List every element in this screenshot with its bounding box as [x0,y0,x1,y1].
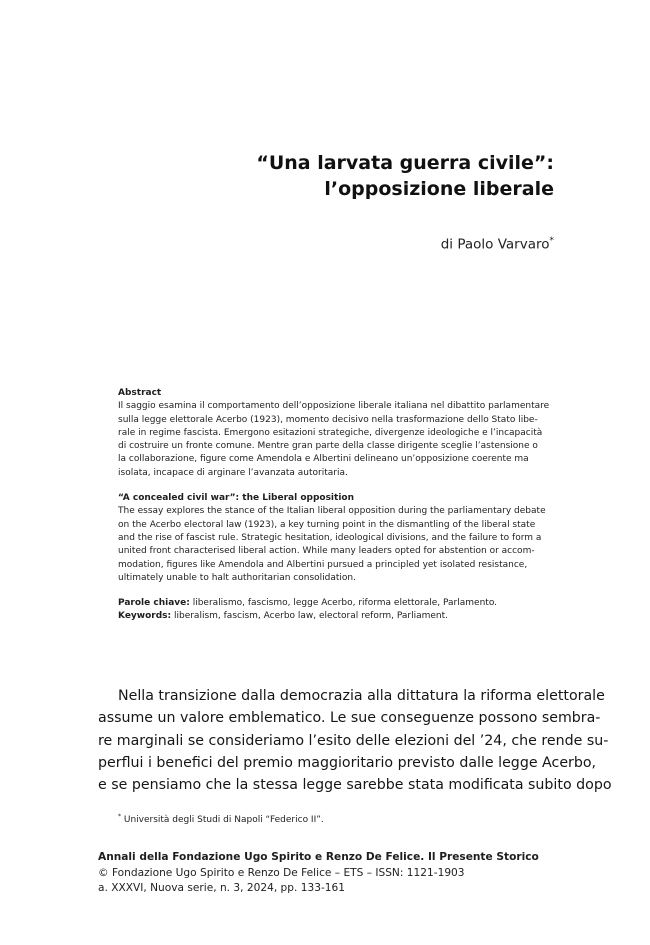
footnote [118,813,324,825]
journal-copyright: © Fondazione Ugo Spirito e Renzo De Felice – ETS – ISSN: 1121-1903 [98,866,465,879]
english-abstract-line: united front characterised liberal action. While many leaders opted for abstention or accom- [118,546,535,557]
title-line-2: l’opposizione liberale [324,178,554,200]
english-abstract-heading: “A concealed civil war”: the Liberal opposition [118,493,354,504]
author-byline [441,236,554,253]
italian-keywords [118,597,554,610]
english-abstract-line: on the Acerbo electoral law (1923), a key turning point in the dismantling of the liberal state [118,519,536,530]
footnote-mark: * [118,813,121,820]
abstract-heading: Abstract [118,388,162,398]
article-title [134,150,554,202]
author-name: di Paolo Varvaro [440,236,550,253]
english-keywords [118,610,554,623]
english-abstract-line: and the rise of fascist rule. Strategic hesitation, ideological divisions, and the failure to form a [118,532,542,543]
abstract-line: sulla legge elettorale Acerbo (1923), momento decisivo nella trasformazione dello Stato libe- [118,414,538,425]
abstract-line: la collaborazione, figure come Amendola e Albertini delineano un’opposizione coerente ma [118,454,529,465]
abstract-line: Il saggio esamina il comportamento dell’opposizione liberale italiana nel dibattito parlamentare [118,401,550,412]
english-abstract-line: ultimately unable to halt authoritarian consolidation. [118,572,356,583]
english-abstract-line: modation, figures like Amendola and Albertini pursued a principled yet isolated resistance, [118,559,528,570]
english-abstract-line: The essay explores the stance of the Italian liberal opposition during the parliamentary debate [118,506,546,517]
abstract-line: di costruire un fronte comune. Mentre gran parte della classe dirigente sceglie l’astensione o [118,441,538,452]
body-line: re marginali se consideriamo l’esito delle elezioni del ’24, che rende su- [98,732,609,749]
body-line: e se pensiamo che la stessa legge sarebbe stata modificata subito dopo [98,777,612,794]
english-keywords-label: Keywords: [118,611,172,622]
body-paragraph [98,685,612,796]
journal-issue: a. XXXVI, Nuova serie, n. 3, 2024, pp. 133-161 [98,882,346,894]
english-keywords-values: liberalism, fascism, Acerbo law, electoral reform, Parliament. [171,611,449,622]
journal-info [98,850,539,897]
abstract-line: rale in regime fascista. Emergono esitazioni strategiche, divergenze ideologiche e l’incapacità [118,427,543,438]
body-line: assume un valore emblematico. Le sue conseguenze possono sembra- [98,710,601,727]
italian-keywords-values: liberalismo, fascismo, legge Acerbo, riforma elettorale, Parlamento. [189,598,498,609]
body-line: perflui i benefici del premio maggioritario previsto dalle legge Acerbo, [98,754,597,771]
journal-name: Annali della Fondazione Ugo Spirito e Renzo De Felice. Il Presente Storico [98,851,539,863]
abstract-section [118,387,554,624]
body-line: Nella transizione dalla democrazia alla dittatura la riforma elettorale [118,688,605,704]
italian-keywords-label: Parole chiave: [118,598,190,609]
author-footnote-mark: * [549,236,554,246]
footnote-text: Università degli Studi di Napoli “Federico II”. [121,815,324,825]
title-line-1: “Una larvata guerra civile”: [256,152,554,174]
abstract-line: isolata, incapace di arginare l’avanzata autoritaria. [118,467,348,478]
